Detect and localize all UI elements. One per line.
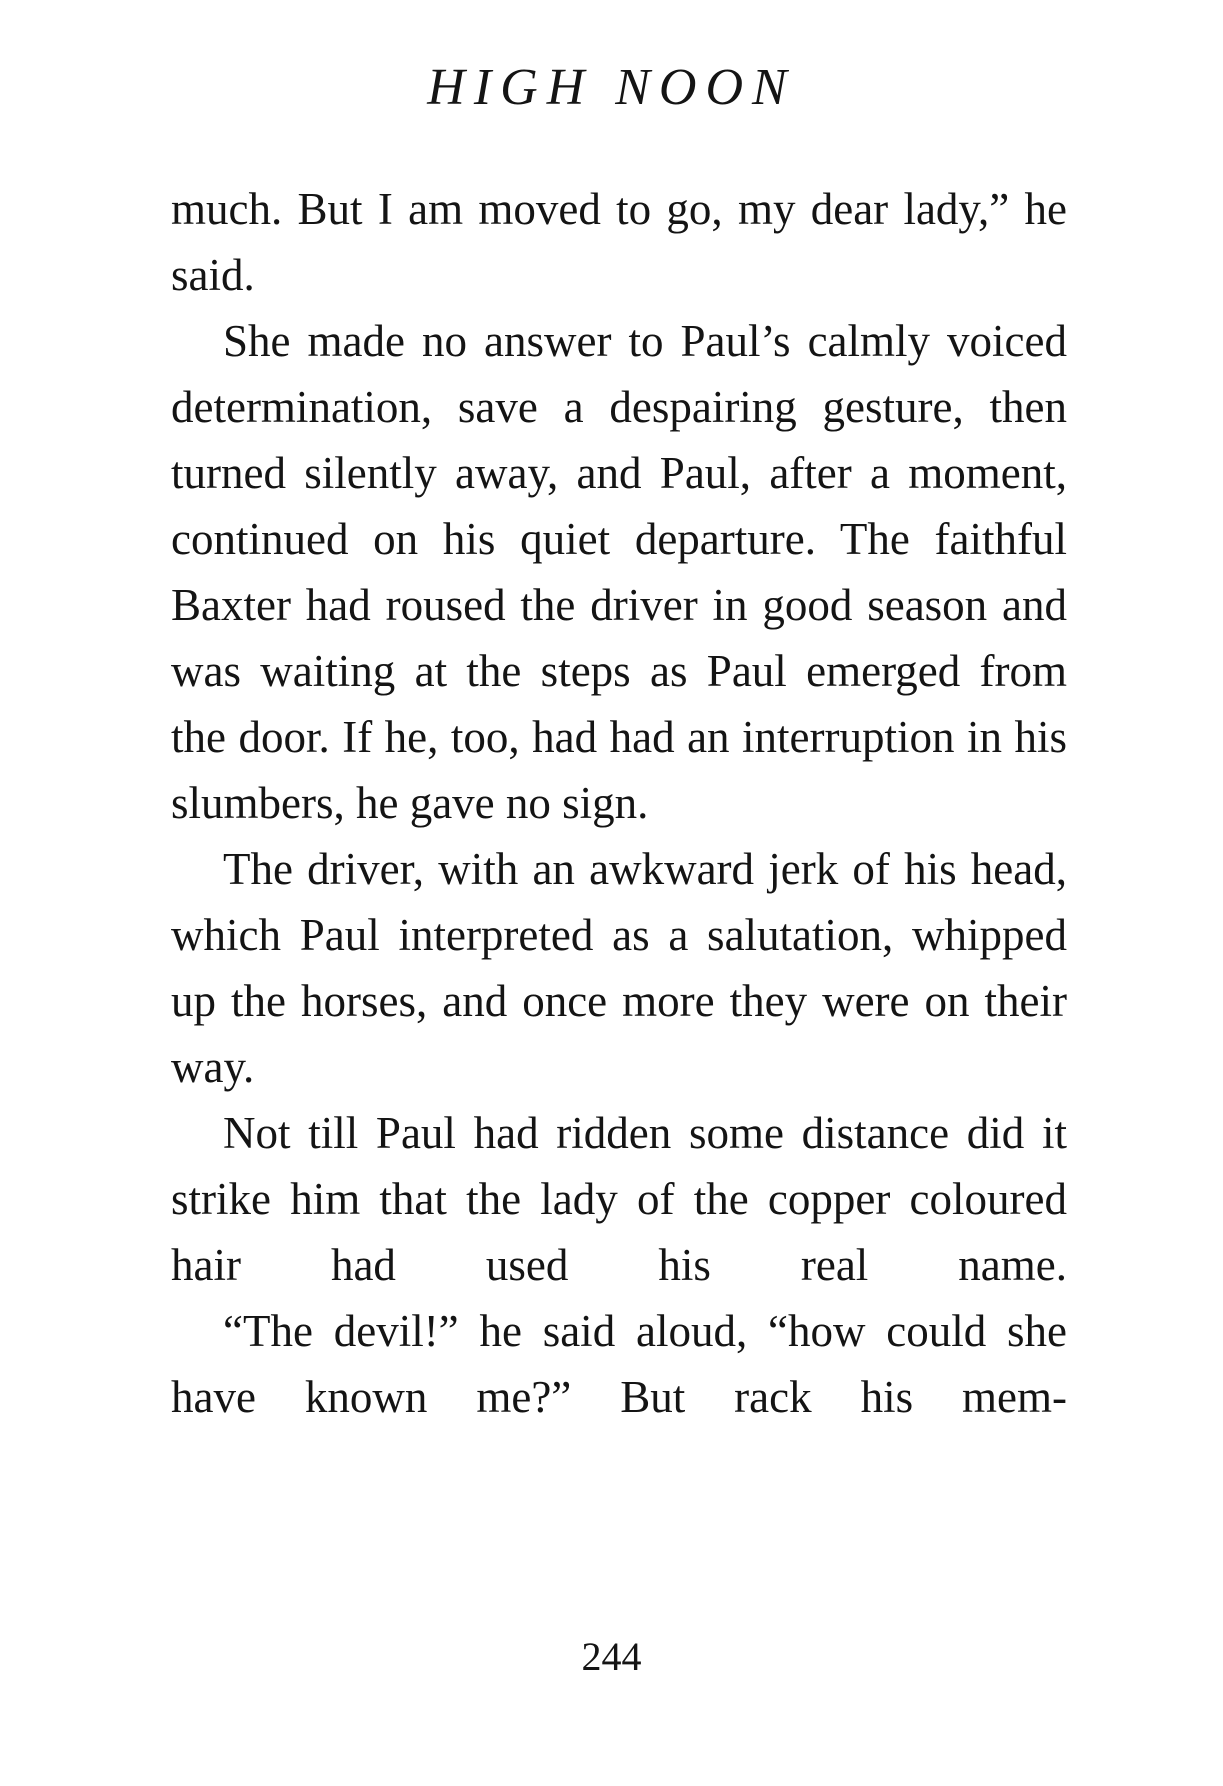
running-title: HIGH NOON xyxy=(427,59,796,116)
paragraph-real-name: Not till Paul had ridden some distance did it strike him that the lady of the copper coloured hair had used his real name. xyxy=(171,1108,1067,1290)
paragraph-driver: The driver, with an awkward jerk of his head, which Paul interpreted as a salutation, whipped up the horses, and once more they were on their way. xyxy=(171,844,1067,1092)
paragraph-devil: “The devil!” he said aloud, “how could she have known me?” But rack his mem- xyxy=(171,1306,1067,1422)
paragraph-continuation: much. But I am moved to go, my dear lady,” he said. xyxy=(171,184,1067,300)
paragraph-departure: She made no answer to Paul’s calmly voiced determination, save a despairing gesture, then turned silently away, and Paul, after a moment, continued on his quiet departure. The faithful Baxter had roused the driver in good season and was waiting at the steps as Paul emerged from the door. If he, too, had had an interruption in his slumbers, he gave no sign. xyxy=(171,316,1067,828)
body-text xyxy=(171,176,1067,1430)
page-number: 244 xyxy=(581,1634,642,1679)
